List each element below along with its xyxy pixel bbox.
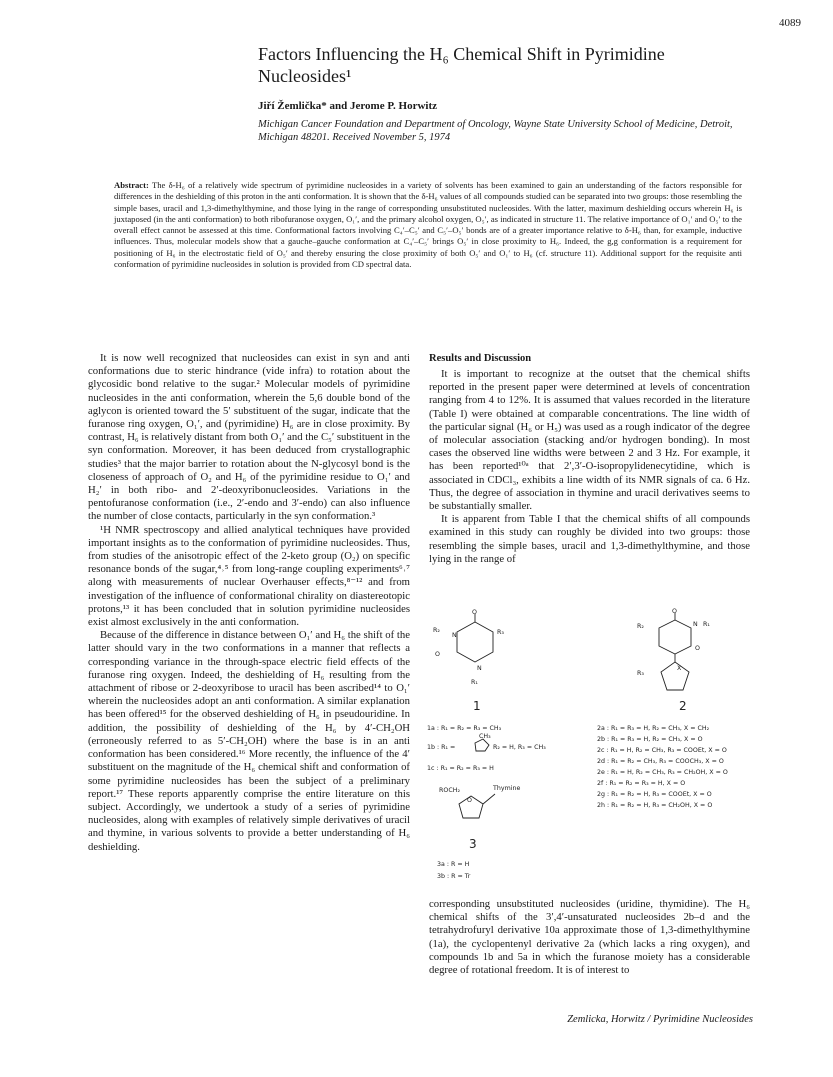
abstract-label: Abstract: [114, 180, 149, 190]
compound-entry: 1a : R₁ = R₂ = R₃ = CH₃ [427, 725, 502, 732]
compound-entry: 3b : R = Tr [437, 873, 471, 880]
left-column [88, 352, 410, 854]
structure-number: 1 [473, 699, 481, 713]
atom-label: R₂ [637, 623, 644, 630]
affiliation: Michigan Cancer Foundation and Department of Oncology, Wayne State University School of Medicine, Detroit, Michigan 48201. Received November 5, 1974 [258, 119, 733, 143]
paragraph: It is now well recognized that nucleosides can exist in syn and anti conformations due to steric hindrance (vide infra) to rotation about the glycosidic bond relative to the sugar.² Molecular models of pyrimidine nucleosides in the anti conformation, wherein the 5,6 double bond of the aglycon is oriented toward the 5′ substituent of the sugar, indicate that the furanose ring oxygen, O₁′, and (pyrimidine) H₆ are in close proximity. By contrast, H₆ is relatively distant from both O₁′ and the C₅′ substituent in the syn conformation. Moreover, it has been deduced from crystallographic studies³ that the major barrier to rotation about the N-glycosyl bond is the closeness of approach of O₂ and H₆ of the pyrimidine residue to O₁′ and H₂′ in both ribo- and 2′-deoxyribonucleosides. Variations in the pentofuranose conformation (i.e., 2′-endo and 3′-endo) can also influence the number of close contacts, particularly in the syn conformation.³ [88, 352, 410, 523]
structure-number: 2 [679, 699, 687, 713]
compound-entry: 2c : R₁ = H, R₂ = CH₃, R₃ = COOEt, X = O [597, 747, 727, 754]
compound-entry: 1b : R₁ = [427, 744, 456, 751]
structure-2 [637, 608, 710, 713]
paragraph: Because of the difference in distance between O₁′ and H₆ the shift of the latter should vary in the two conformations in a manner that reflects a corresponding variance in the through-space electric field effects of the furanose ring oxygen. Indeed, the deshielding of H₆ resulting from the attachment of ribose or 2-deoxyribose to uracil has been ascribed¹⁴ to O₁′ wherein the nucleosides adopt an anti conformation. A similar explanation has been offered¹⁵ for the observed deshielding of H₆ in pseudouridine. In addition, the possibility of deshielding of the H₆ by 4′-CH₂OH (erroneously referred to as 5′-CH₂OH) where the base is in an anti conformation has been considered.¹⁶ More recently, the influence of the 4′ substituent on the magnitude of the H₆ chemical shift and conformation of some pyrimidine nucleosides has been the subject of a preliminary report.¹⁷ These reports apparently comprise the entire literature on this subject. Accordingly, we undertook a study of a series of pyrimidine nucleosides, along with examples of relatively simple derivatives of uracil and thymine, in various solvents to provide a better understanding of H₆ deshielding. [88, 629, 410, 853]
atom-label: R₁ [471, 679, 478, 686]
paragraph: It is important to recognize at the outset that the chemical shifts reported in the present paper were determined at levels of concentration ranging from 4 to 12%. It is assumed that values recorded in the literature (Table I) were obtained at comparable concentrations. The line width of the particular signal (H₆ or H₅) was used as a rough indicator of the degree of molecular association (stacking and/or hydrogen bonding). In most cases the observed line widths were between 2 and 3 Hz. For example, it has been reported¹⁰ᵃ that 2′,3′-O-isopropylidenecytidine, which is associated in CDCl₃, exhibits a line width of its NMR signals of ca. 6 Hz. Thus, the degree of association in thymine and uracil derivatives seems to be substantially smaller. [429, 368, 750, 513]
compound-entry: 2d : R₁ = R₂ = CH₃, R₃ = COOCH₃, X = O [597, 758, 724, 765]
atom-label: O [695, 645, 700, 652]
atom-label: N [477, 665, 482, 672]
atom-label: R₃ [637, 670, 644, 677]
abstract-text: The δ-H₆ of a relatively wide spectrum of pyrimidine nucleosides in a variety of solvents has been examined to gain an understanding of the factors responsible for differences in the deshielding of this proton in the anti conformation. It is shown that the δ-H₆ values of all compounds studied can be separated into two groups: those resembling the simple bases, uracil and 1,3-dimethylthymine, and those lying in the range of corresponding unsubstituted nucleosides. With the latter, maximum deshielding occurs wherein H₆ is juxtaposed (in the anti conformation) to both ribofuranose oxygen, O₁′, and the primary alcohol oxygen, O₅′, as indicated in structure 11. The relative importance of O₁′ and O₅′ to the overall effect cannot be assessed at this time. Conformational factors involving C₄′–C₅′ and C₅′–O₅′ bonds are of a greater importance relative to δ-H₆ than, for example, inductive influences. Thus, molecular models show that a gauche–gauche conformation at C₄′–C₅′ brings O₅′ in close proximity to H₆. Indeed, the g,g conformation is a requirement for positioning of H₆ in the electrostatic field of O₅′ and thereby ensuring the close proximity of both O₅′ and O₁′ to H₆ (cf. structure 11). Additional support for the requisite anti conformation of pyrimidine nucleosides in solution is provided from CD spectral data. [114, 180, 742, 270]
atom-label: R₃ [497, 629, 504, 636]
compound-entry: 3a : R = H [437, 861, 470, 868]
paragraph: corresponding unsubstituted nucleosides (uridine, thymidine). The H₆ chemical shifts of the 3′,4′-unsaturated nucleosides 2b–d and the tetrahydrofuryl derivative 10a approximate those of 1,3-dimethylthymine (1a), the cyclopentenyl derivative 2a (which lacks a ring oxygen), and compounds 1b and 5a in which the furanose moiety has a considerable degree of rotational freedom. It is of interest to [429, 898, 750, 977]
compound-entry: 1c : R₁ = R₂ = R₃ = H [427, 765, 494, 772]
atom-label: CH₃ [479, 733, 491, 740]
compound-entry: 2g : R₁ = R₂ = H, R₃ = COOEt, X = O [597, 791, 712, 798]
atom-label: O [472, 609, 477, 616]
right-column-bottom [429, 898, 750, 977]
page-number: 4089 [779, 17, 801, 29]
running-footer: Zemlicka, Horwitz / Pyrimidine Nucleosides [567, 1014, 753, 1025]
authors: Jiří Žemlička* and Jerome P. Horwitz [258, 100, 438, 112]
compound-entry: 2e : R₁ = H, R₂ = CH₃, R₃ = CH₂OH, X = O [597, 769, 728, 776]
paragraph: It is apparent from Table I that the chemical shifts of all compounds examined in this study can roughly be divided into two groups: those resembling the simple bases, uracil and 1,3-dimethylthymine, and those lying in the range of [429, 513, 750, 565]
atom-label: O [672, 608, 677, 615]
paragraph: ¹H NMR spectroscopy and allied analytical techniques have provided important insights as to the conformation of pyrimidine nucleosides. Thus, from studies of the anisotropic effect of the 2-keto group (O₂) on specific resonance bonds of the sugar,⁴˒⁵ from long-range coupling experiments⁶˒⁷ along with measurements of nuclear Overhauser effects,⁸⁻¹² and from investigation of the influence of conformational chirality on diastereotopic protons,¹³ it has been concluded that in solution pyrimidine nucleosides exist almost exclusively in the anti conformation. [88, 523, 410, 629]
abstract [114, 180, 742, 270]
article-title: Factors Influencing the H₆ Chemical Shift in Pyrimidine Nucleosides¹ [258, 44, 665, 86]
structure-number: 3 [469, 837, 477, 851]
atom-label: X [677, 665, 682, 672]
atom-label: N [693, 621, 698, 628]
structure-1 [433, 609, 504, 713]
atom-label: Thymine [493, 785, 521, 792]
atom-label: R₂ [433, 627, 440, 634]
chemical-structures-figure [425, 608, 755, 894]
atom-label: ROCH₂ [439, 787, 460, 794]
compound-entry: 2f : R₁ = R₂ = R₃ = H, X = O [597, 780, 686, 787]
compound-entry: R₂ = H, R₃ = CH₃ [493, 744, 546, 751]
atom-label: O [435, 651, 440, 658]
atom-label: N [452, 632, 457, 639]
compound-entry: 2a : R₁ = R₃ = H, R₂ = CH₃, X = CH₂ [597, 725, 710, 732]
atom-label: R₁ [703, 621, 710, 628]
compound-entry: 2h : R₁ = R₂ = H, R₃ = CH₂OH, X = O [597, 802, 713, 809]
compound-entry: 2b : R₁ = R₃ = H, R₂ = CH₃, X = O [597, 736, 703, 743]
right-column-top [429, 368, 750, 566]
structure-3 [437, 785, 520, 880]
section-heading: Results and Discussion [429, 353, 532, 364]
atom-label: O [467, 797, 472, 804]
